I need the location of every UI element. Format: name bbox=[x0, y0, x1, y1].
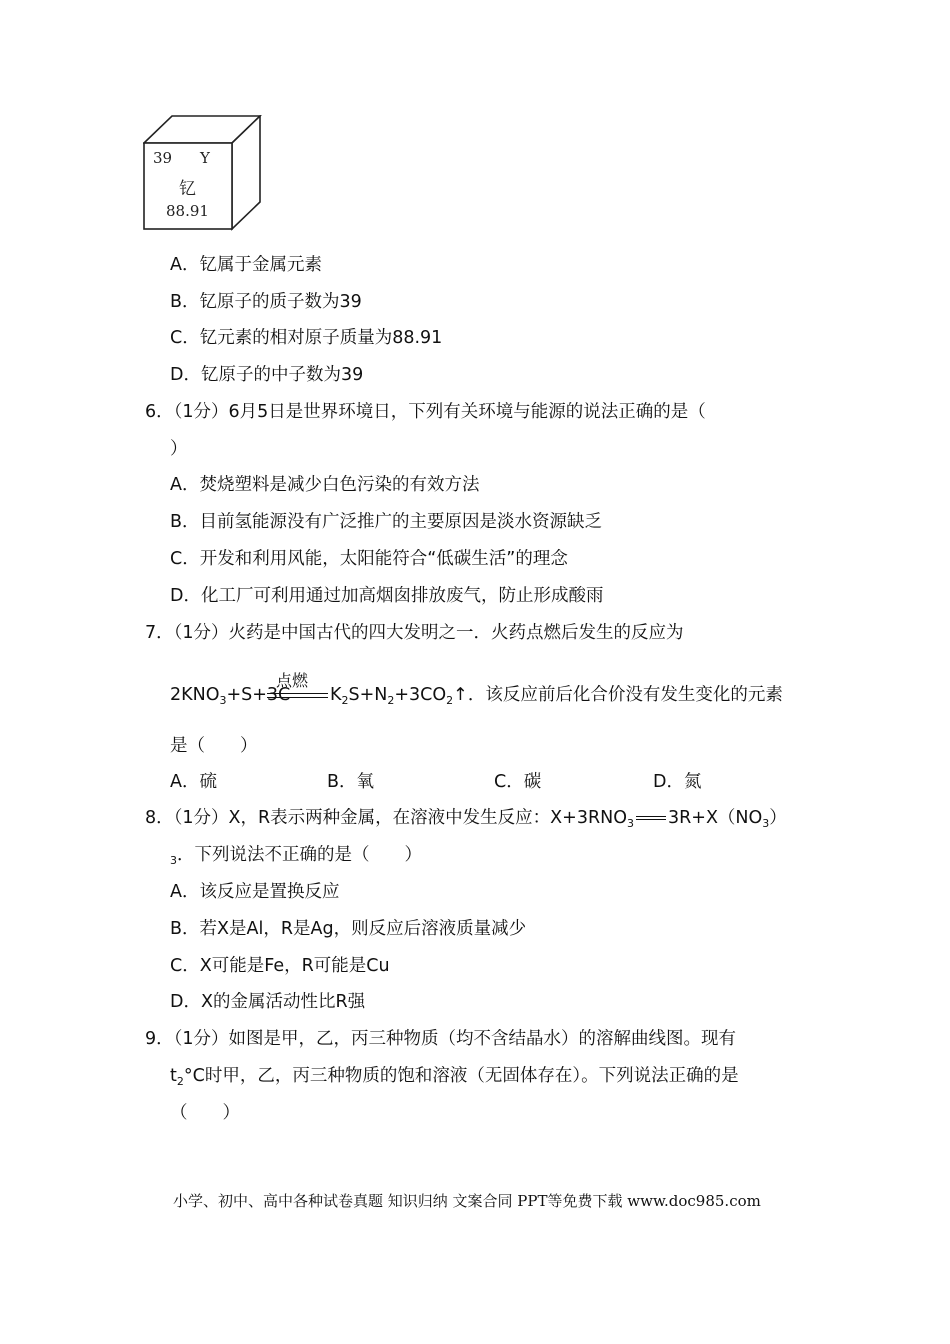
q7-stem-line3: 是（ ） bbox=[170, 736, 258, 756]
element-card-yttrium bbox=[143, 115, 263, 231]
q9-stem-line3: （ ） bbox=[170, 1103, 240, 1123]
q8-stem-line2: $_3$．下列说法不正确的是（ ） bbox=[170, 845, 422, 867]
q8-stem-line1: 8．（1分）X，R表示两种金属，在溶液中发生反应：$X+3RNO_3$ $3R+X(NO_3)$ bbox=[145, 808, 787, 830]
q8-option-a: A．该反应是置换反应 bbox=[170, 882, 340, 902]
q7-option-b: B．氧 bbox=[327, 772, 375, 792]
element-name: 钇 bbox=[179, 179, 196, 199]
q7-stem-line1: 7．（1分）火药是中国古代的四大发明之一．火药点燃后发生的反应为 bbox=[145, 623, 684, 643]
q6-stem-line1: 6．（1分）6月5日是世界环境日，下列有关环境与能源的说法正确的是（ bbox=[145, 402, 706, 422]
q5-option-b: B．钇原子的质子数为39 bbox=[170, 292, 362, 312]
q7-equation-right: $K_2S+N_2+3CO_2↑$．该反应前后化合价没有发生变化的元素 bbox=[330, 685, 783, 707]
q8-option-b: B．若X是Al，R是Ag，则反应后溶液质量减少 bbox=[170, 919, 527, 939]
q7-option-a: A．硫 bbox=[170, 772, 217, 792]
q6-stem-line2: ） bbox=[170, 439, 188, 459]
q6-option-b: B．目前氢能源没有广泛推广的主要原因是淡水资源缺乏 bbox=[170, 512, 603, 532]
equals-sign bbox=[636, 816, 666, 820]
q5-option-d: D．钇原子的中子数为39 bbox=[170, 365, 364, 385]
q8-option-c: C．X可能是Fe，R可能是Cu bbox=[170, 956, 390, 976]
q9-stem-line1: 9．（1分）如图是甲，乙，丙三种物质（均不含结晶水）的溶解曲线图。现有 bbox=[145, 1029, 737, 1049]
atomic-number: 39 bbox=[153, 149, 173, 167]
page-footer: 小学、初中、高中各种试卷真题 知识归纳 文案合同 PPT等免费下载 www.doc985.com bbox=[173, 1192, 761, 1210]
q5-option-c: C．钇元素的相对原子质量为88.91 bbox=[170, 328, 443, 348]
atomic-mass: 88.91 bbox=[166, 202, 209, 220]
q7-option-c: C．碳 bbox=[494, 772, 542, 792]
element-symbol: Y bbox=[200, 149, 210, 167]
q7-equation-left: $2KNO_3+S+3C$ bbox=[170, 685, 291, 707]
q6-option-c: C．开发和利用风能，太阳能符合“低碳生活”的理念 bbox=[170, 549, 568, 569]
q5-option-a: A．钇属于金属元素 bbox=[170, 255, 322, 275]
q7-option-d: D．氮 bbox=[653, 772, 702, 792]
reaction-condition: 点燃 bbox=[276, 671, 309, 690]
q9-stem-line2: $t_2^\circ C$时甲，乙，丙三种物质的饱和溶液（无固体存在）。下列说法正确的是 bbox=[170, 1066, 739, 1088]
q8-option-d: D．X的金属活动性比R强 bbox=[170, 992, 366, 1012]
q6-option-d: D．化工厂可利用通过加高烟囱排放废气，防止形成酸雨 bbox=[170, 586, 604, 606]
q6-option-a: A．焚烧塑料是减少白色污染的有效方法 bbox=[170, 475, 480, 495]
